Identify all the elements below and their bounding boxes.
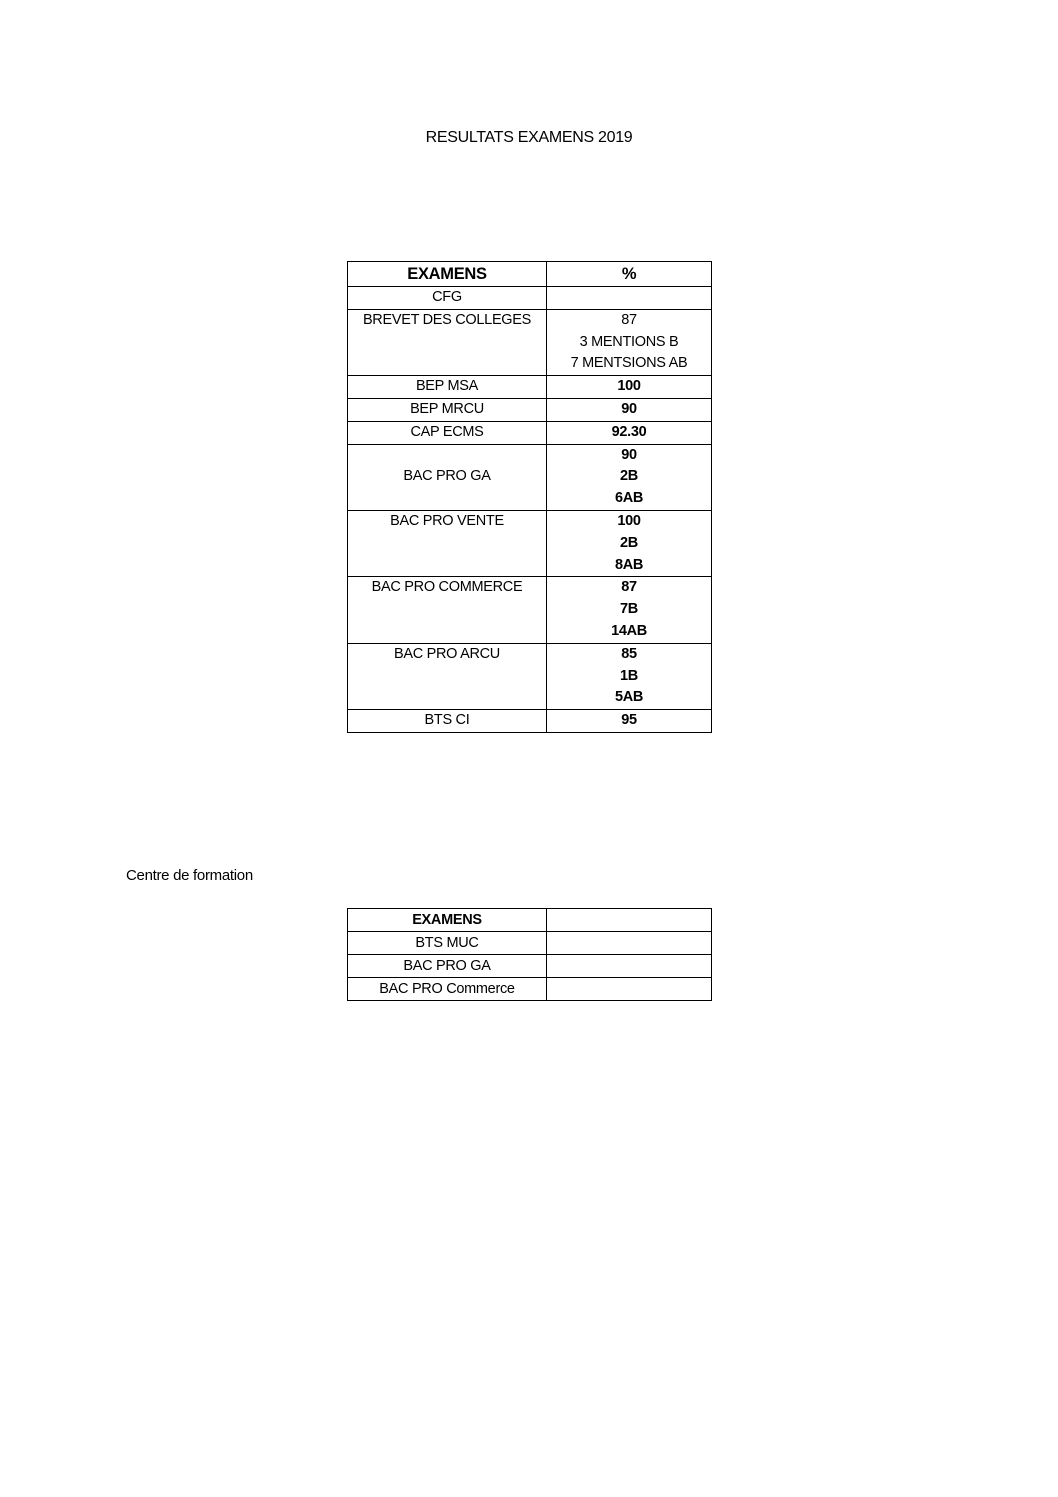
result-mentions-ab: 8AB bbox=[614, 556, 644, 573]
table-row bbox=[348, 309, 712, 375]
result-rate: 100 bbox=[617, 512, 641, 529]
table-row bbox=[348, 643, 712, 709]
exam-name: BAC PRO Commerce bbox=[348, 978, 547, 1001]
exam-result bbox=[547, 932, 712, 955]
exam-name: BAC PRO COMMERCE bbox=[348, 577, 547, 643]
result-mentions-ab: 5AB bbox=[614, 689, 644, 706]
table-row bbox=[348, 955, 712, 978]
result-rate: 87 bbox=[621, 579, 637, 596]
exam-name: BEP MSA bbox=[348, 376, 547, 399]
exam-result bbox=[547, 643, 712, 709]
result-mentions-b: 2B bbox=[620, 468, 638, 485]
result-mentions-ab: 7 MENTSIONS AB bbox=[570, 355, 688, 372]
section-label-centre: Centre de formation bbox=[126, 867, 253, 884]
table-header-row bbox=[348, 262, 712, 287]
table-row bbox=[348, 932, 712, 955]
result-rate: 85 bbox=[621, 645, 637, 662]
result-mentions-b: 3 MENTIONS B bbox=[579, 333, 679, 350]
exam-name: BAC PRO VENTE bbox=[348, 510, 547, 576]
exam-result bbox=[547, 978, 712, 1001]
exam-name: BAC PRO ARCU bbox=[348, 643, 547, 709]
result-mentions-ab: 6AB bbox=[614, 490, 644, 507]
result-rate: 90 bbox=[621, 446, 637, 463]
table-row bbox=[348, 421, 712, 444]
exam-name: CFG bbox=[348, 287, 547, 310]
exam-name: BAC PRO GA bbox=[348, 955, 547, 978]
exam-name: BEP MRCU bbox=[348, 398, 547, 421]
result-mentions-b: 2B bbox=[620, 534, 638, 551]
table-row bbox=[348, 510, 712, 576]
table-row bbox=[348, 398, 712, 421]
table-row bbox=[348, 287, 712, 310]
exam-name: BAC PRO GA bbox=[348, 444, 547, 510]
exam-result bbox=[547, 287, 712, 310]
table-row bbox=[348, 376, 712, 399]
table-row bbox=[348, 710, 712, 733]
result-mentions-b: 7B bbox=[620, 601, 638, 618]
page-title: RESULTATS EXAMENS 2019 bbox=[425, 129, 633, 146]
exam-result bbox=[547, 577, 712, 643]
exam-result bbox=[547, 309, 712, 375]
result-rate: 87 bbox=[621, 311, 637, 328]
exam-name: BTS CI bbox=[348, 710, 547, 733]
exam-result bbox=[547, 444, 712, 510]
results-table bbox=[347, 261, 712, 733]
exam-name: BREVET DES COLLEGES bbox=[348, 309, 547, 375]
table-row bbox=[348, 978, 712, 1001]
exam-result bbox=[547, 955, 712, 978]
exam-result: 95 bbox=[547, 710, 712, 733]
exam-result: 92.30 bbox=[547, 421, 712, 444]
table-row bbox=[348, 577, 712, 643]
table-header-row bbox=[348, 909, 712, 932]
result-mentions-b: 1B bbox=[620, 667, 638, 684]
result-mentions-ab: 14AB bbox=[611, 622, 647, 639]
centre-table bbox=[347, 908, 712, 1001]
header-exams: EXAMENS bbox=[348, 909, 547, 932]
header-percent: % bbox=[547, 262, 712, 287]
exam-name: CAP ECMS bbox=[348, 421, 547, 444]
header-exams: EXAMENS bbox=[348, 262, 547, 287]
exam-result bbox=[547, 510, 712, 576]
exam-result: 90 bbox=[547, 398, 712, 421]
exam-name: BTS MUC bbox=[348, 932, 547, 955]
table-row bbox=[348, 444, 712, 510]
header-value bbox=[547, 909, 712, 932]
exam-result: 100 bbox=[547, 376, 712, 399]
